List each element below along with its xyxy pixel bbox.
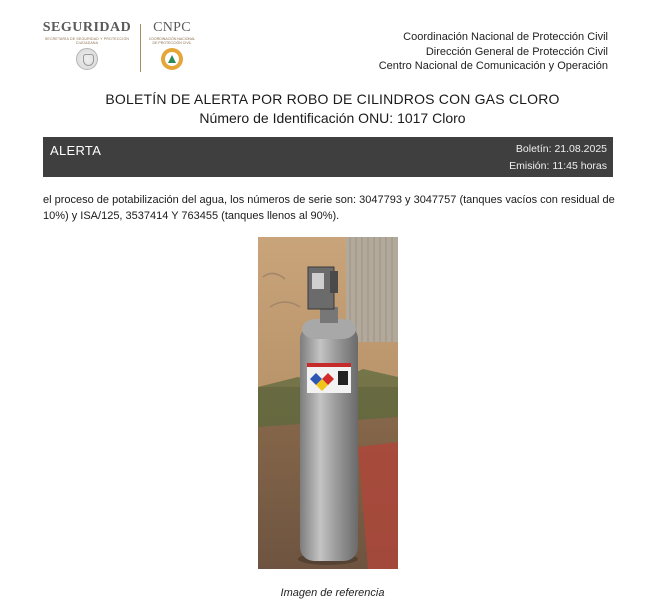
seguridad-logo-subtitle: SECRETARÍA DE SEGURIDAD Y PROTECCIÓN CIUDADANA: [44, 37, 130, 45]
cnpc-logo: [146, 20, 198, 76]
cylinder-photo-graphic: [258, 237, 398, 569]
alert-bar: [43, 137, 613, 177]
page-header: [36, 20, 630, 80]
agency-block: [379, 30, 608, 74]
body-paragraph: el proceso de potabilización del agua, los números de serie son: 3047793 y 3047757 (tanques vacíos con residual de 10%) y ISA/125, 3537414 Y 763455 (tanques llenos al 90%).: [43, 194, 615, 222]
seguridad-logo-word: SEGURIDAD: [42, 20, 132, 35]
alert-label: ALERTA: [50, 143, 102, 158]
logo-divider: [140, 24, 141, 72]
seguridad-logo: [39, 20, 135, 76]
agency-line-1: Coordinación Nacional de Protección Civil: [403, 31, 608, 43]
cylinder-photo: [258, 237, 398, 569]
national-seal-icon: [76, 48, 98, 70]
image-caption: Imagen de referencia: [280, 587, 385, 599]
agency-line-2: Dirección General de Protección Civil: [425, 45, 608, 58]
document-title: [0, 90, 665, 128]
civil-protection-icon: [161, 48, 183, 70]
cnpc-logo-word: CNPC: [153, 20, 191, 35]
alert-meta: [509, 141, 607, 175]
emission-time: Emisión: 11:45 horas: [509, 160, 607, 172]
title-line-1: BOLETÍN DE ALERTA POR ROBO DE CILINDROS CON GAS CLORO: [105, 91, 560, 107]
bulletin-date: Boletín: 21.08.2025: [515, 143, 607, 155]
title-line-2: Número de Identificación ONU: 1017 Cloro: [199, 110, 466, 126]
agency-line-3: Centro Nacional de Comunicación y Operación: [378, 60, 608, 72]
cnpc-logo-subtitle: COORDINACIÓN NACIONAL DE PROTECCIÓN CIVIL: [148, 37, 196, 45]
